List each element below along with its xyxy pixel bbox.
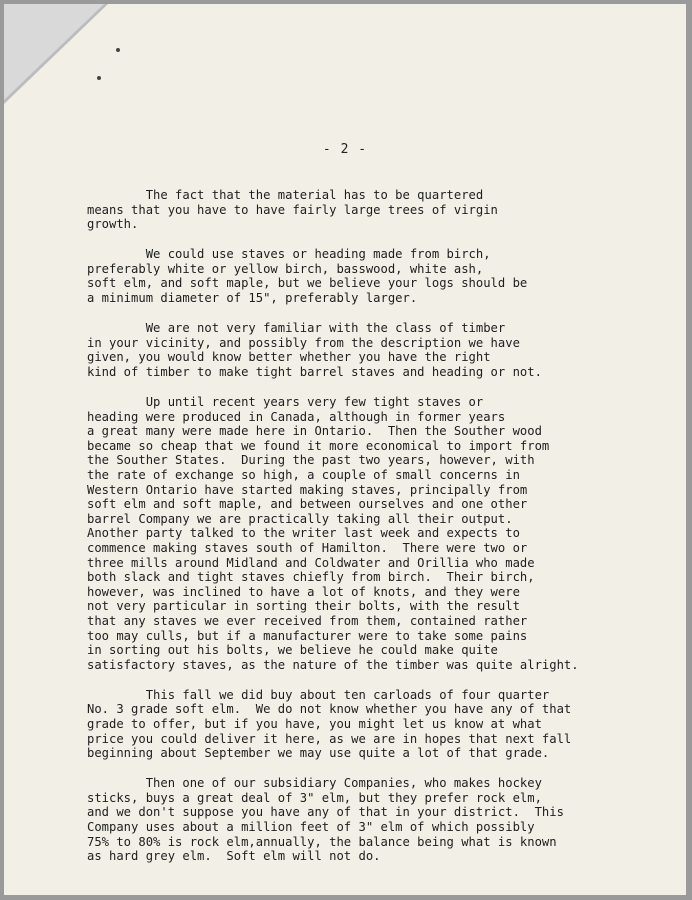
text-line: price you could deliver it here, as we are in hopes that next fall	[87, 731, 572, 746]
text-line: Company uses about a million feet of 3" elm of which possibly	[87, 820, 535, 835]
text-line: kind of timber to make tight barrel staves and heading or not.	[87, 364, 542, 379]
text-line: soft elm, and soft maple, but we believe your logs should be	[87, 276, 528, 291]
text-line: means that you have to have fairly large trees of virgin	[87, 202, 498, 217]
text-line: Another party talked to the writer last week and expects to	[87, 526, 520, 541]
text-line: grade to offer, but if you have, you might let us know at what	[87, 717, 542, 731]
text-line: preferably white or yellow birch, basswood, white ash,	[87, 261, 484, 276]
text-line: that any staves we ever received from them, contained rather	[87, 613, 528, 628]
text-line: not very particular in sorting their bolts, with the result	[87, 599, 520, 614]
text-line: three mills around Midland and Coldwater and Orillia who made	[87, 555, 535, 570]
page-number: - 2 -	[322, 142, 368, 157]
text-line: Up until recent years very few tight staves or	[87, 395, 484, 410]
folded-corner	[4, 4, 104, 100]
paragraph	[87, 188, 647, 232]
staple-hole-mark	[116, 48, 120, 52]
text-line: the Souther States. During the past two years, however, with	[87, 453, 535, 468]
text-line: We could use staves or heading made from birch,	[87, 247, 491, 262]
text-line: commence making staves south of Hamilton. There were two or	[87, 540, 528, 555]
staple-hole-mark	[97, 76, 101, 80]
text-line: soft elm and soft maple, and between ourselves and one other	[87, 497, 528, 512]
letter-body	[87, 188, 647, 879]
paragraph	[87, 688, 647, 761]
text-line: We are not very familiar with the class of timber	[87, 321, 506, 336]
text-line: sticks, buys a great deal of 3" elm, but they prefer rock elm,	[87, 790, 542, 805]
text-line: both slack and tight staves chiefly from birch. Their birch,	[87, 570, 535, 585]
text-line: This fall we did buy about ten carloads of four quarter	[87, 687, 550, 702]
text-line: a minimum diameter of 15", preferably larger.	[87, 291, 418, 306]
text-line: became so cheap that we found it more economical to import from	[87, 438, 550, 453]
paragraph	[87, 321, 647, 379]
text-line: and we don't suppose you have any of that in your district. This	[87, 805, 564, 820]
text-line: in sorting out his bolts, we believe he could make quite	[87, 643, 498, 658]
text-line: The fact that the material has to be quartered	[87, 188, 484, 202]
text-line: as hard grey elm. Soft elm will not do.	[87, 849, 381, 864]
text-line: growth.	[87, 217, 139, 232]
paragraph	[87, 247, 647, 305]
text-line: satisfactory staves, as the nature of the timber was quite alright.	[87, 657, 579, 672]
text-line: however, was inclined to have a lot of knots, and they were	[87, 584, 520, 599]
text-line: in your vicinity, and possibly from the description we have	[87, 335, 520, 350]
text-line: given, you would know better whether you have the right	[87, 350, 491, 365]
document-page	[4, 4, 686, 895]
text-line: a great many were made here in Ontario. Then the Souther wood	[87, 424, 542, 439]
text-line: too may culls, but if a manufacturer were to take some pains	[87, 628, 528, 643]
text-line: beginning about September we may use quite a lot of that grade.	[87, 746, 550, 761]
paragraph	[87, 395, 647, 672]
text-line: the rate of exchange so high, a couple of small concerns in	[87, 468, 520, 482]
text-line: Then one of our subsidiary Companies, who makes hockey	[87, 776, 542, 791]
text-line: heading were produced in Canada, although in former years	[87, 409, 506, 424]
text-line: 75% to 80% is rock elm,annually, the balance being what is known	[87, 834, 557, 849]
text-line: Western Ontario have started making staves, principally from	[87, 482, 528, 497]
paragraph	[87, 776, 647, 864]
text-line: barrel Company we are practically taking all their output.	[87, 511, 513, 526]
text-line: No. 3 grade soft elm. We do not know whether you have any of that	[87, 702, 572, 717]
